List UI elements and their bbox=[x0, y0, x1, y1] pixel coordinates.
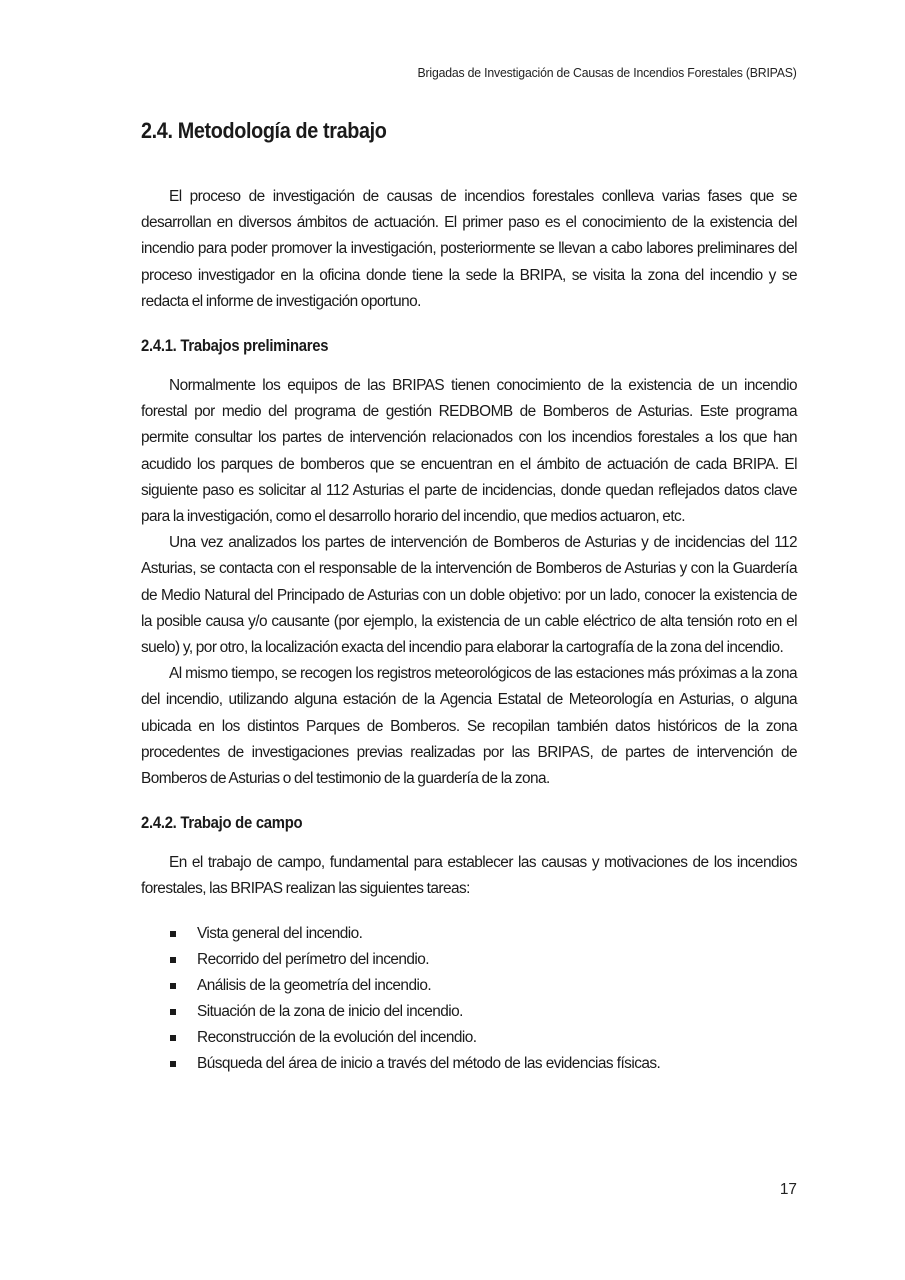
task-list bbox=[141, 921, 797, 1077]
list-item: Recorrido del perímetro del incendio. bbox=[141, 947, 797, 973]
square-bullet-icon bbox=[170, 957, 176, 963]
list-item: Reconstrucción de la evolución del incendio. bbox=[141, 1025, 797, 1051]
subsection-title-preliminares: 2.4.1. Trabajos preliminares bbox=[141, 337, 329, 356]
list-item: Situación de la zona de inicio del incendio. bbox=[141, 999, 797, 1025]
square-bullet-icon bbox=[170, 983, 176, 989]
paragraph: Una vez analizados los partes de intervención de Bomberos de Asturias y de incidencias del 112 Asturias, se contacta con el responsable de la intervención de Bomberos de Asturias y con la Guardería de Medio Natural del Principado de Asturias con un doble objetivo: por un lado, conocer la existencia de la posible causa y/o causante (por ejemplo, la existencia de un cable eléctrico de alta tensión roto en el suelo) y, por otro, la localización exacta del incendio para elaborar la cartografía de la zona del incendio. bbox=[141, 534, 797, 657]
square-bullet-icon bbox=[170, 1035, 176, 1041]
paragraph: En el trabajo de campo, fundamental para establecer las causas y motivaciones de los incendios forestales, las BRIPAS realizan las siguientes tareas: bbox=[141, 854, 797, 898]
list-item: Análisis de la geometría del incendio. bbox=[141, 973, 797, 999]
square-bullet-icon bbox=[170, 931, 176, 937]
list-item: Búsqueda del área de inicio a través del método de las evidencias físicas. bbox=[141, 1051, 797, 1077]
subsection-title-trabajo-campo: 2.4.2. Trabajo de campo bbox=[141, 814, 303, 833]
section-title: 2.4. Metodología de trabajo bbox=[141, 118, 387, 143]
paragraph: Normalmente los equipos de las BRIPAS tienen conocimiento de la existencia de un incendio forestal por medio del programa de gestión REDBOMB de Bomberos de Asturias. Este programa permite consultar los partes de intervención relacionados con los incendios forestales a los que han acudido los parques de bomberos que se encuentran en el ámbito de actuación de cada BRIPA. El siguiente paso es solicitar al 112 Asturias el parte de incidencias, donde quedan reflejados datos clave para la investigación, como el desarrollo horario del incendio, que medios actuaron, etc. bbox=[141, 377, 797, 526]
square-bullet-icon bbox=[170, 1009, 176, 1015]
list-item: Vista general del incendio. bbox=[141, 921, 797, 947]
page-number: 17 bbox=[779, 1181, 797, 1198]
running-header: Brigadas de Investigación de Causas de Incendios Forestales (BRIPAS) bbox=[417, 65, 797, 80]
section-intro-paragraph: El proceso de investigación de causas de incendios forestales conlleva varias fases que se desarrollan en diversos ámbitos de actuación. El primer paso es el conocimiento de la existencia del incendio para poder promover la investigación, posteriormente se llevan a cabo labores preliminares del proceso investigador en la oficina donde tiene la sede la BRIPA, se visita la zona del incendio y se redacta el informe de investigación oportuno. bbox=[141, 188, 797, 310]
page-content bbox=[141, 112, 797, 1077]
square-bullet-icon bbox=[170, 1061, 176, 1067]
paragraph: Al mismo tiempo, se recogen los registros meteorológicos de las estaciones más próximas a la zona del incendio, utilizando alguna estación de la Agencia Estatal de Meteorología en Asturias, o alguna ubicada en los distintos Parques de Bomberos. Se recopilan también datos históricos de la zona procedentes de investigaciones previas realizadas por las BRIPAS, de partes de intervención de Bomberos de Asturias o del testimonio de la guardería de la zona. bbox=[141, 665, 797, 788]
